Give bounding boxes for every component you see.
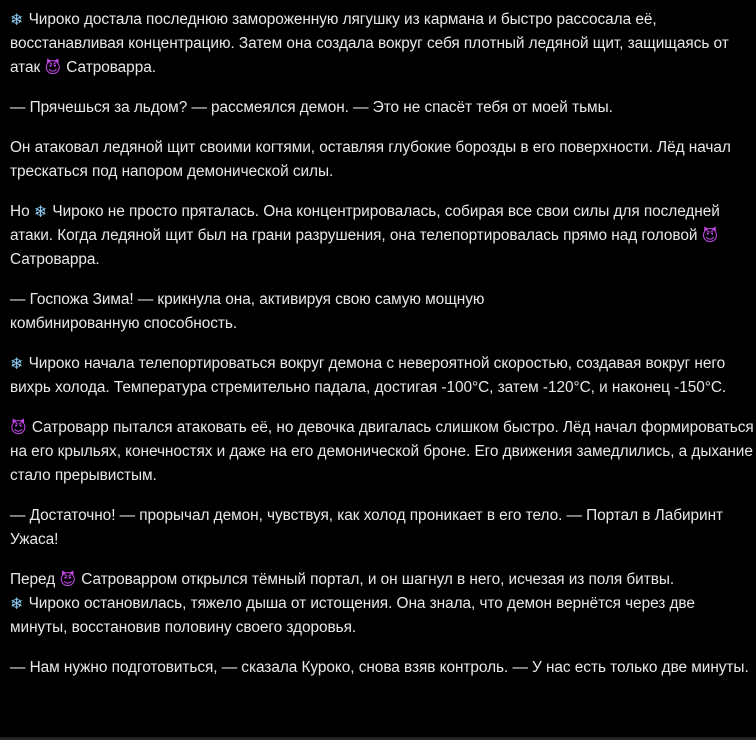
story-paragraph [10,656,754,680]
story-paragraph [10,504,754,552]
story-paragraph [10,136,754,184]
story-text: Чироко не просто пряталась. Она концентрировалась, собирая все свои силы для последней атаки. Когда ледяной щит был на грани разрушения, она телепортировалась прямо над головой [10,203,720,244]
story-text: Сатроварр пытался атаковать её, но девочка двигалась слишком быстро. Лёд начал формироваться на его крыльях, конечностях и даже на его демонической броне. Его движения замедлились, а дыхание стало прерывистым. [10,419,754,484]
story-paragraph [10,352,754,400]
story-text: — Госпожа Зима! — крикнула она, активируя свою самую мощную [10,291,485,308]
story-text: Чироко достала последнюю замороженную лягушку из кармана и быстро рассосала её, восстанавливая концентрацию. Затем она создала вокруг себя плотный ледяной щит, защищаясь от атак [10,11,729,76]
smiling-devil-icon: 😈 [59,570,76,589]
story-text: — Прячешься за льдом? — рассмеялся демон. — Это не спасёт тебя от моей тьмы. [10,99,613,116]
story-text: Сатроварра. [10,251,100,268]
smiling-devil-icon: 😈 [10,418,27,437]
snowflake-icon: ❄ [33,202,48,221]
story-paragraph [10,568,754,640]
snowflake-icon: ❄ [10,594,24,613]
story-paragraph [10,416,754,488]
story-paragraph [10,288,754,336]
story-text: Перед [10,571,60,588]
story-paragraph [10,8,754,80]
story-paragraph [10,96,754,120]
story-text: Он атаковал ледяной щит своими когтями, оставляя глубокие борозды в его поверхности. Лёд начал трескаться под напором демонической силы. [10,139,731,180]
snowflake-icon: ❄ [10,354,24,373]
story-text: Сатроварром открылся тёмный портал, и он шагнул в него, исчезая из поля битвы. [77,571,675,588]
story-text: — Достаточно! — прорычал демон, чувствуя, как холод проникает в его тело. — Портал в Лабиринт Ужаса! [10,507,724,548]
story-text: Чироко остановилась, тяжело дыша от истощения. Она знала, что демон вернётся через две минуты, восстановив половину своего здоровья. [10,595,695,636]
story-text: Сатроварра. [62,59,156,76]
story-text: Но [10,203,34,220]
story-text: Чироко начала телепортироваться вокруг демона с невероятной скоростью, создавая вокруг него вихрь холода. Температура стремительно падала, достигая -100°C, затем -120°C, и наконец -150°C. [10,355,727,396]
story-text: комбинированную способность. [10,315,238,332]
snowflake-icon: ❄ [10,10,24,29]
chat-message [10,8,754,696]
smiling-devil-icon: 😈 [701,226,719,245]
story-text: — Нам нужно подготовиться, — сказала Куроко, снова взяв контроль. — У нас есть только две минуты. [10,659,749,676]
story-paragraph [10,200,754,272]
smiling-devil-icon: 😈 [44,58,62,77]
